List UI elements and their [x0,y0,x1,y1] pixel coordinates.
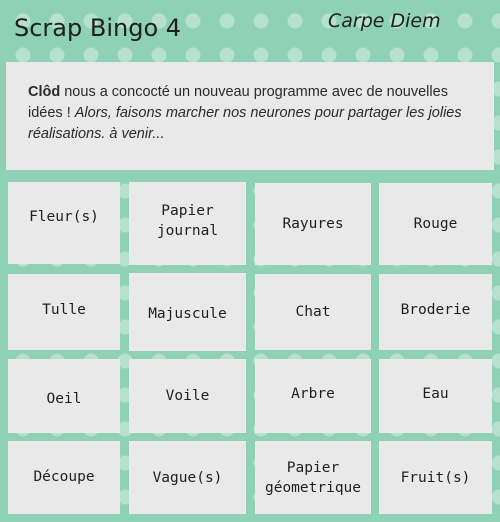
bingo-tile-label: Voile [165,388,210,404]
bingo-tile-label: Rouge [413,216,458,232]
bingo-tile [129,441,246,514]
bingo-tile-label: Fruit(s) [400,469,471,486]
bingo-tile-label: Vague(s) [152,469,223,486]
bingo-tile-label: Rayures [282,216,344,232]
page-title: Scrap Bingo 4 [14,14,182,42]
bingo-tile [8,441,120,514]
intro-box [6,62,494,170]
bingo-tile [255,274,371,350]
bingo-tile-label: Tulle [42,302,86,318]
intro-author: Clôd [28,84,61,100]
bingo-tile [8,274,120,350]
bingo-tile [379,359,492,433]
intro-plain: nous a concocté un nouveau programme avec de nouvelles idées ! [28,84,448,121]
bingo-tile [129,273,246,351]
bingo-tile [255,359,371,433]
bingo-tile-label: Chat [295,304,331,320]
bingo-tile-label: Majuscule [148,306,227,322]
bingo-tile-label: Broderie [400,302,471,318]
bingo-tile [129,359,246,433]
bingo-tile [379,274,492,350]
bingo-tile [8,359,120,433]
intro-text [28,82,478,145]
bingo-tile-label: Oeil [46,391,82,407]
intro-italic: Alors, faisons marcher nos neurones pour partager les jolies réalisations. à venir... [28,105,462,142]
bingo-tile [255,183,371,265]
page-subtitle: Carpe Diem [328,10,441,32]
bingo-tile [255,441,371,514]
bingo-tile-label: Fleur(s) [29,209,99,225]
bingo-tile [379,183,492,265]
bingo-tile [379,441,492,514]
bingo-tile [8,182,120,264]
bingo-tile-label: Découpe [33,468,95,485]
bingo-tile-label: Papier géometrique [264,459,362,496]
bingo-tile-label: Eau [422,386,449,402]
bingo-tile-label: Papier journal [156,202,219,239]
bingo-tile-label: Arbre [291,386,335,402]
bingo-tile [129,182,246,265]
